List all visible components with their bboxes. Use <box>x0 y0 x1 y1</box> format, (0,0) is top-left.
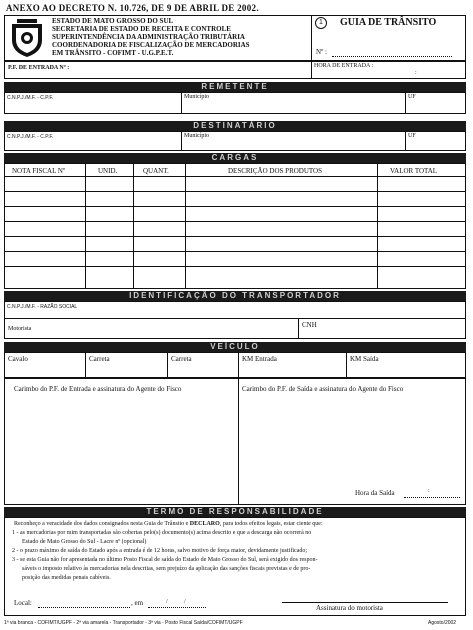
carreta-1-label: Carreta <box>89 355 110 363</box>
carreta-2-label: Carreta <box>171 355 192 363</box>
hora-saida-colon: : <box>428 488 430 494</box>
carimbo-saida-label: Carimbo do P.F. de Saída e assinatura do Agente do Fisco <box>242 385 404 393</box>
termo-intro-c: , para todos efeitos legais, estar ciente que: <box>219 521 323 527</box>
destinatario-uf-label: UF <box>408 133 416 139</box>
hora-saida-line <box>404 497 460 498</box>
termo-intro <box>14 521 323 527</box>
em-label: , em <box>131 599 144 607</box>
carimbos-box <box>4 378 466 505</box>
remetente-box <box>4 92 466 114</box>
header-line-2: SECRETARIA DE ESTADO DE RECEITA E CONTROLE <box>52 25 231 33</box>
termo-item-3c: posição das medidas penais cabíveis. <box>22 575 111 581</box>
header-line-5: EM TRÂNSITO - COFIMT - U.G.P.E.T. <box>52 49 174 57</box>
cavalo-label: Cavalo <box>8 355 28 363</box>
termo-item-3b: sáveis o imposto relativo às mercadorias nela descritas, sem prejuízo da aplicação das sanções fiscais previstas e de pro- <box>22 566 311 572</box>
pf-entrada-label: P.F. DE ENTRADA Nº : <box>8 65 70 71</box>
cargas-table <box>4 163 466 289</box>
motorista-label: Motorista <box>8 326 32 332</box>
date-slash: / <box>166 599 168 605</box>
carimbo-entrada-label: Carimbo do P.F. de Entrada e assinatura do Agente do Fisco <box>14 385 182 393</box>
destinatario-band: DESTINATÁRIO <box>4 121 466 131</box>
transportador-cnpj-label: C.N.P.J./M.F. - RAZÃO SOCIAL <box>7 304 78 310</box>
pf-entrada-box <box>4 61 466 79</box>
cargas-header-line <box>4 176 466 177</box>
veiculo-box <box>4 352 466 378</box>
destinatario-box <box>4 131 466 151</box>
date-slash: / <box>184 599 186 605</box>
hora-saida-label: Hora da Saída <box>355 489 395 497</box>
decree-reference: ANEXO AO DECRETO N. 10.726, DE 9 DE ABRIL DE 2002. <box>6 3 259 13</box>
cnh-label: CNH <box>302 321 317 329</box>
pf-divider <box>311 61 312 79</box>
local-line <box>38 607 130 608</box>
form-number-circle: 1 <box>315 17 327 29</box>
termo-intro-a: Reconheço a veracidade dos dados consignados nesta Guia de Trânsito e <box>14 521 190 527</box>
remetente-municipio-label: Município <box>184 94 209 100</box>
local-label: Local: <box>14 599 32 607</box>
assinatura-label: Assinatura do motorista <box>316 604 383 612</box>
cargas-row-line <box>4 251 466 252</box>
termo-item-3a: 3 - se esta Guia não for apresentada no último Posto Fiscal de saída do Estado de Mato Grosso do Sul, será exigido dos respon- <box>12 557 318 563</box>
footer-vias: 1ª via branca - COFIMT/UGPF - 2ª via amarela - Transportador - 3ª via - Posto Fiscal Saída/COFIMT/UGPF <box>4 620 243 626</box>
date-line <box>148 607 206 608</box>
form-number-line <box>332 56 452 57</box>
form-title: GUIA DE TRÂNSITO <box>340 17 437 28</box>
veiculo-divider <box>238 352 239 378</box>
coat-of-arms-icon <box>9 18 45 58</box>
cargas-col-divider-1 <box>85 163 86 289</box>
veiculo-divider <box>346 352 347 378</box>
cargas-row-line <box>4 236 466 237</box>
hora-entrada-label: HORA DE ENTRADA : <box>314 63 374 69</box>
cargas-row-line <box>4 266 466 267</box>
transportador-row-line <box>4 318 466 319</box>
form-number-label: Nº : <box>316 48 327 56</box>
remetente-divider-1 <box>181 92 182 114</box>
assinatura-line <box>282 602 448 603</box>
cargas-row-line <box>4 221 466 222</box>
destinatario-cnpj-label: C.N.P.J./M.F. - C.P.F. <box>7 134 54 140</box>
col-nota-fiscal: NOTA FISCAL Nº <box>12 167 66 175</box>
termo-band: TERMO DE RESPONSABILIDADE <box>4 507 466 517</box>
remetente-cnpj-label: C.N.P.J./M.F. - C.P.F. <box>7 95 54 101</box>
km-entrada-label: KM Entrada <box>242 355 277 363</box>
termo-item-1b: Estado de Mato Grosso do Sul - Lacre nº (opcional) <box>22 539 147 545</box>
col-quant: QUANT. <box>143 167 169 175</box>
remetente-uf-label: UF <box>408 94 416 100</box>
remetente-band: REMETENTE <box>4 82 466 92</box>
header-line-1: ESTADO DE MATO GROSSO DO SUL <box>52 17 174 25</box>
km-saida-label: KM Saída <box>350 355 379 363</box>
veiculo-divider <box>167 352 168 378</box>
col-descricao: DESCRIÇÃO DOS PRODUTOS <box>228 167 323 175</box>
carimbos-divider <box>238 378 239 505</box>
header-divider <box>311 15 312 61</box>
cargas-row-line <box>4 191 466 192</box>
cargas-col-divider-3 <box>185 163 186 289</box>
veiculo-band: VEÍCULO <box>4 342 466 352</box>
cargas-band: CARGAS <box>4 153 466 163</box>
cargas-row-line <box>4 206 466 207</box>
termo-item-1a: 1 - as mercadorias por mim transportadas são cobertas pelo(s) documento(s) acima descrito e que a descarga não ocorrerá no <box>12 530 312 536</box>
transportador-cnh-divider <box>298 318 299 339</box>
transportador-band: IDENTIFICAÇÃO DO TRANSPORTADOR <box>4 291 466 301</box>
footer-date: Agosto/2002 <box>428 620 457 626</box>
veiculo-divider <box>85 352 86 378</box>
col-unid: UNID. <box>98 167 118 175</box>
hora-entrada-colon: : <box>415 70 417 76</box>
remetente-divider-2 <box>405 92 406 114</box>
header-line-4: COORDENADORIA DE FISCALIZAÇÃO DE MERCADORIAS <box>52 41 250 49</box>
destinatario-divider-2 <box>405 131 406 151</box>
termo-declaro: DECLARO <box>189 521 220 527</box>
cargas-col-divider-4 <box>377 163 378 289</box>
col-valor-total: VALOR TOTAL <box>390 167 438 175</box>
cargas-col-divider-2 <box>133 163 134 289</box>
header-line-3: SUPERINTENDÊNCIA DA ADMINISTRAÇÃO TRIBUTÁRIA <box>52 33 245 41</box>
destinatario-divider-1 <box>181 131 182 151</box>
destinatario-municipio-label: Município <box>184 133 209 139</box>
termo-item-2: 2 - o prazo máximo de saída do Estado após a entrada é de 12 horas, salvo motivo de força maior, devidamente justificado; <box>12 548 307 554</box>
